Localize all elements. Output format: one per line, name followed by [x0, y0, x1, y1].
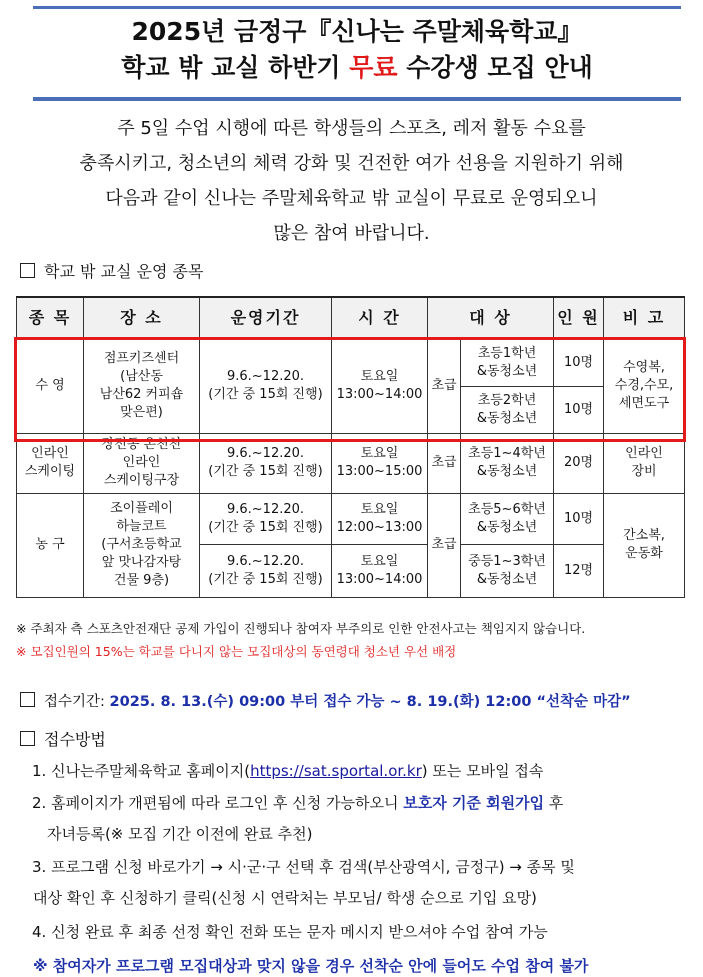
skate-place: 장전동 온천천 인라인 스케이팅구장 [84, 433, 200, 493]
basket-time-1: 토요일 12:00~13:00 [332, 493, 428, 544]
basket-note: 간소복, 운동화 [604, 493, 685, 597]
table-row [17, 493, 685, 544]
step-4: 4. 신청 완료 후 최종 선정 확인 전화 또는 문자 메시지 받으셔야 수업 참여 가능 [32, 923, 548, 941]
insurance-note: ※ 주최자 측 스포츠안전재단 공제 가입이 진행되나 참여자 부주의로 인한 안전사고는 책임지지 않습니다. [16, 621, 586, 636]
basket-time-2: 토요일 13:00~14:00 [332, 544, 428, 597]
guardian-signup-highlight: 보호자 기준 회원가입 [403, 794, 545, 812]
basket-sport: 농 구 [17, 493, 84, 597]
swim-count-1: 10명 [554, 339, 604, 386]
swim-note: 수영복, 수경,수모, 세면도구 [604, 339, 685, 433]
skate-level: 초급 [428, 433, 461, 493]
swim-target-2: 초등2학년 &동청소년 [461, 386, 554, 433]
document-header [33, 6, 681, 101]
skate-period: 9.6.~12.20. (기간 중 15회 진행) [200, 433, 332, 493]
col-sport: 종 목 [17, 297, 84, 339]
homepage-link[interactable]: https://sat.sportal.or.kr [250, 762, 422, 780]
section-method-heading: 접수방법 [20, 727, 106, 750]
skate-count: 20명 [554, 433, 604, 493]
basket-period-1: 9.6.~12.20. (기간 중 15회 진행) [200, 493, 332, 544]
col-target: 대 상 [428, 297, 554, 339]
header-title-line2: 학교 밖 교실 하반기 무료 수강생 모집 안내 [121, 53, 593, 82]
col-period: 운영기간 [200, 297, 332, 339]
application-period: 접수기간: 2025. 8. 13.(수) 09:00 부터 접수 가능 ~ 8. 19.(화) 12:00 “선착순 마감” [20, 690, 631, 711]
swim-sport: 수 영 [17, 339, 84, 433]
program-table [16, 296, 685, 598]
step-1: 1. 신나는주말체육학교 홈페이지(https://sat.sportal.or.kr) 또는 모바일 접속 [32, 762, 544, 780]
basket-count-1: 10명 [554, 493, 604, 544]
swim-target-1: 초등1학년 &동청소년 [461, 339, 554, 386]
skate-target: 초등1~4학년 &동청소년 [461, 433, 554, 493]
swim-time: 토요일 13:00~14:00 [332, 339, 428, 433]
checkbox-bullet-icon [20, 731, 35, 746]
checkbox-bullet-icon [20, 692, 35, 707]
swim-count-2: 10명 [554, 386, 604, 433]
header-title-line1: 2025년 금정구『신나는 주말체육학교』 [131, 17, 583, 46]
skate-note: 인라인 장비 [604, 433, 685, 493]
skate-time: 토요일 13:00~15:00 [332, 433, 428, 493]
basket-target-2: 중등1~3학년 &동청소년 [461, 544, 554, 597]
step-2: 2. 홈페이지가 개편됨에 따라 로그인 후 신청 가능하오니 보호자 기준 회원가입 후 [32, 794, 564, 812]
col-note: 비 고 [604, 297, 685, 339]
period-value: 2025. 8. 13.(수) 09:00 부터 접수 가능 ~ 8. 19.(화) 12:00 “선착순 마감” [109, 694, 631, 710]
intro-paragraph: 주 5일 수업 시행에 따른 학생들의 스포츠, 레저 활동 수요를 충족시키고, 청소년의 체력 강화 및 건전한 여가 선용을 지원하기 위해 다음과 같이 신나는 주말체육학교 밖 교실이 무료로 운영되오니 많은 참여 바랍니다. [79, 118, 624, 244]
basket-target-1: 초등5~6학년 &동청소년 [461, 493, 554, 544]
basket-period-2: 9.6.~12.20. (기간 중 15회 진행) [200, 544, 332, 597]
basket-level: 초급 [428, 493, 461, 597]
skate-sport: 인라인 스케이팅 [17, 433, 84, 493]
swim-period: 9.6.~12.20. (기간 중 15회 진행) [200, 339, 332, 433]
section-programs-heading: 학교 밖 교실 운영 종목 [20, 259, 203, 282]
step-2-continued: 자녀등록(※ 모집 기간 이전에 완료 추천) [47, 825, 313, 843]
swim-level: 초급 [428, 339, 461, 433]
table-row [17, 339, 685, 386]
col-place: 장 소 [84, 297, 200, 339]
checkbox-bullet-icon [20, 263, 35, 278]
priority-note: ※ 모집인원의 15%는 학교를 다니지 않는 모집대상의 동연령대 청소년 우선 배정 [16, 644, 457, 659]
basket-place: 조이플레이 하늘코트 (구서초등학교 앞 맛나감자탕 건물 9층) [84, 493, 200, 597]
ineligible-warning: ※ 참여자가 프로그램 모집대상과 맞지 않을 경우 선착순 안에 들어도 수업 참여 불가 [33, 957, 589, 975]
table-row [17, 433, 685, 493]
free-highlight: 무료 [349, 53, 398, 82]
basket-count-2: 12명 [554, 544, 604, 597]
col-count: 인 원 [554, 297, 604, 339]
swim-place: 점프키즈센터 (남산동 남산62 커피숍 맞은편) [84, 339, 200, 433]
step-3: 3. 프로그램 신청 바로가기 → 시·군·구 선택 후 검색(부산광역시, 금정구) → 종목 및 [32, 858, 575, 876]
table-header-row [17, 297, 685, 339]
col-time: 시 간 [332, 297, 428, 339]
step-3-continued: 대상 확인 후 신청하기 클릭(신청 시 연락처는 부모님/ 학생 순으로 기입 요망) [33, 889, 537, 907]
